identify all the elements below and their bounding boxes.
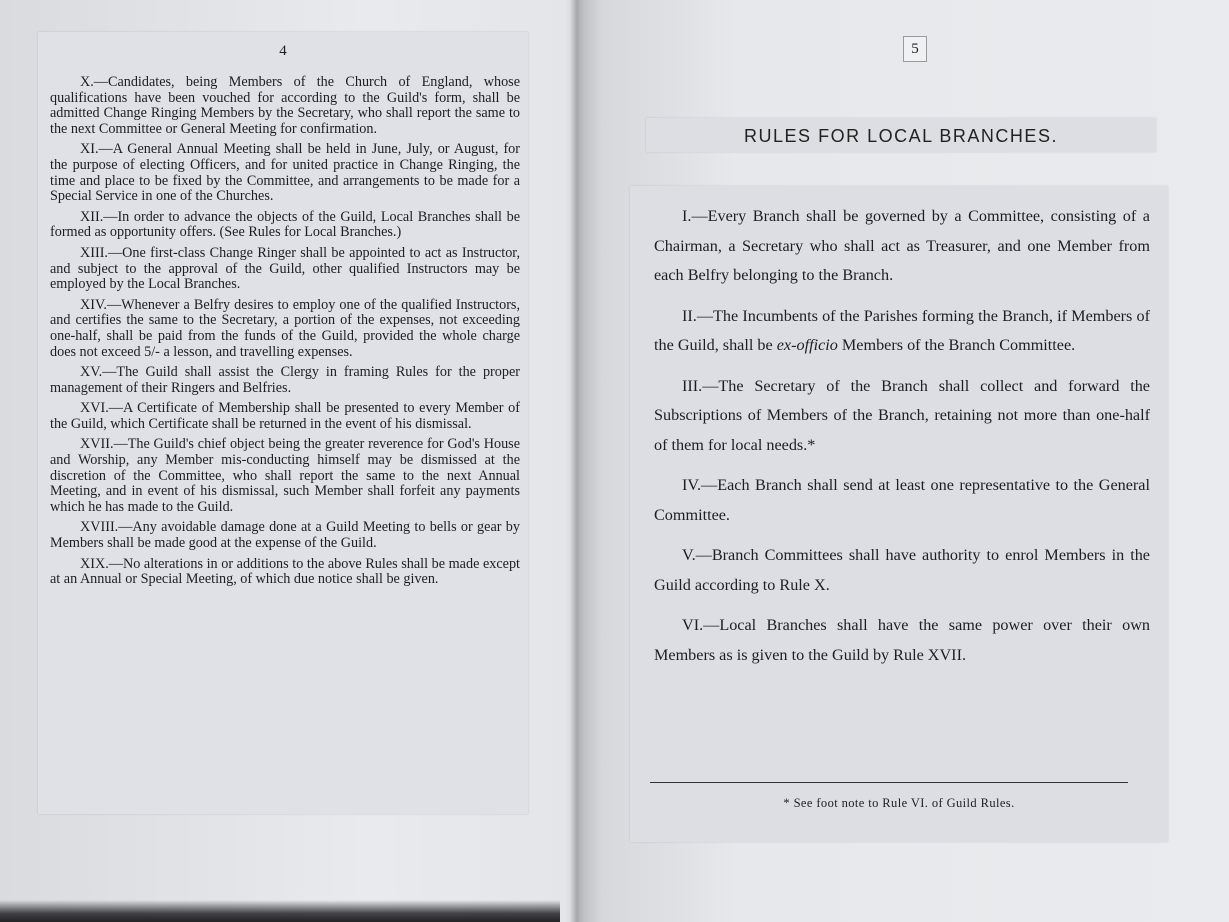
right-page-slip	[630, 186, 1168, 842]
footnote: * See foot note to Rule VI. of Guild Rules.	[783, 796, 1015, 810]
page-bottom-shadow	[0, 900, 560, 922]
branch-rule-iv: IV.—Each Branch shall send at least one representative to the General Committee.	[654, 476, 1150, 524]
rule-xv: XV.—The Guild shall assist the Clergy in framing Rules for the proper management of their Ringers and Belfries.	[50, 364, 520, 396]
guild-rules-list	[50, 75, 520, 593]
ex-officio-term: ex-officio	[776, 336, 838, 354]
rule-xii: XII.—In order to advance the objects of the Guild, Local Branches shall be formed as opportunity offers. (See Rules for Local Branches.)	[50, 208, 520, 241]
branch-rules-list	[654, 202, 1150, 681]
rule-xvii: XVII.—The Guild's chief object being the greater reverence for God's House and Worship, any Member mis-conducting himself may be dismissed at the discretion of the Committee, who shall report the same to the next Annual Meeting, and in event of his dismissal, such Member shall forfeit any payments which he has made to the Guild.	[50, 436, 520, 515]
page-number-left: 4	[279, 43, 287, 59]
rule-xi: XI.—A General Annual Meeting shall be held in June, July, or August, for the purpose of electing Officers, and for united practice in Change Ringing, the time and place to be fixed by the Committee, and arrangements to be made for a Special Service in one of the Churches.	[50, 141, 520, 205]
rule-xix: XIX.—No alterations in or additions to the above Rules shall be made except at an Annual or Special Meeting, of which due notice shall be given.	[50, 555, 520, 588]
footnote-divider	[650, 782, 1128, 783]
branch-rule-v: V.—Branch Committees shall have authority to enrol Members in the Guild according to Rule X.	[654, 546, 1150, 594]
branch-rule-iii: III.—The Secretary of the Branch shall collect and forward the Subscriptions of Members of the Branch, retaining not more than one-half of them for local needs.*	[654, 376, 1150, 454]
rule-xiii: XIII.—One first-class Change Ringer shall be appointed to act as Instructor, and subject to the approval of the Guild, other qualified Instructors may be employed by the Local Branches.	[50, 244, 520, 293]
branch-rule-i: I.—Every Branch shall be governed by a Committee, consisting of a Chairman, a Secretary who shall act as Treasurer, and one Member from each Belfry belonging to the Branch.	[654, 207, 1150, 284]
rule-xvi: XVI.—A Certificate of Membership shall be presented to every Member of the Guild, which Certificate shall be returned in the event of his dismissal.	[50, 400, 520, 432]
rule-xviii: XVIII.—Any avoidable damage done at a Guild Meeting to bells or gear by Members shall be made good at the expense of the Guild.	[50, 519, 520, 552]
rule-xiv: XIV.—Whenever a Belfry desires to employ one of the qualified Instructors, and certifies the same to the Secretary, a portion of the expenses, not exceeding one-half, shall be paid from the funds of the Guild, provided the whole charge does not exceed 5/- a lesson, and travelling expenses.	[50, 296, 520, 360]
rule-x: X.—Candidates, being Members of the Church of England, whose qualifications have been vouched for according to the Guild's form, shall be admitted Change Ringing Members by the Secretary, who shall report the same to the next Committee or General Meeting for confirmation.	[50, 74, 520, 137]
book-gutter	[570, 0, 584, 922]
page-number-right: 5	[903, 36, 927, 62]
heading-slip	[646, 118, 1156, 152]
left-page-slip	[38, 32, 528, 814]
section-heading: RULES FOR LOCAL BRANCHES.	[744, 126, 1058, 146]
branch-rule-vi: VI.—Local Branches shall have the same power over their own Members as is given to the Guild by Rule XVII.	[654, 616, 1150, 664]
branch-rule-ii: II.—The Incumbents of the Parishes forming the Branch, if Members of the Guild, shall be ex-officio Members of the Branch Committee.	[654, 306, 1150, 354]
